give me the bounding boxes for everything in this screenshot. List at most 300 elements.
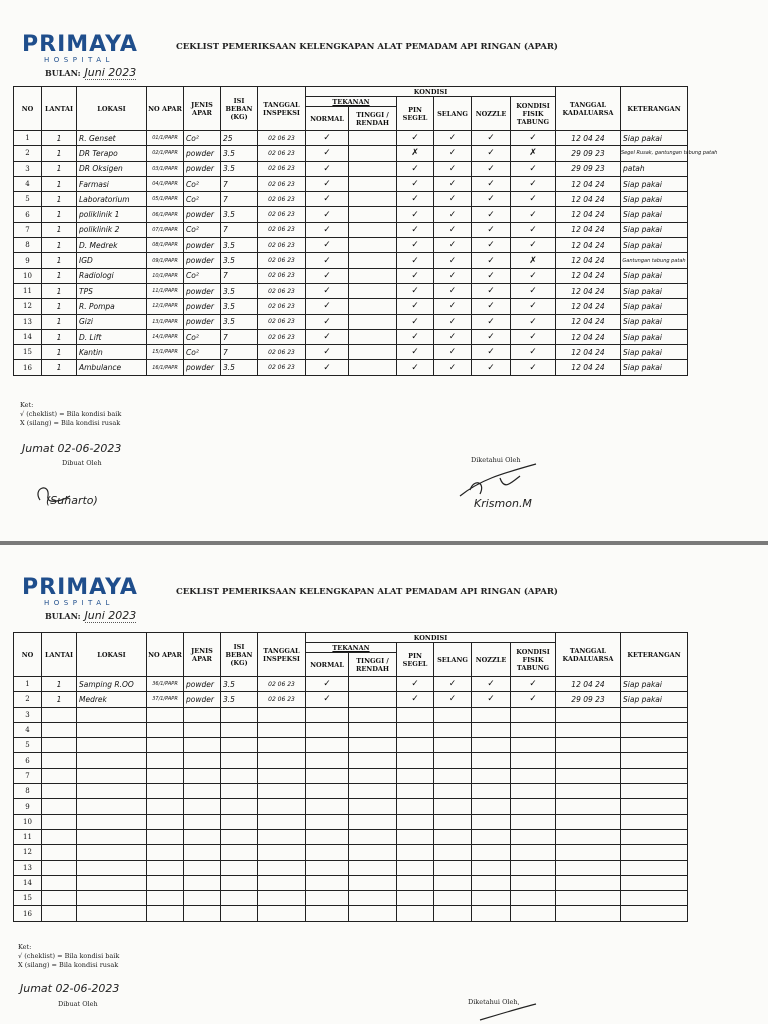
- cell-no-apar: 08/1/PAPR: [147, 238, 184, 253]
- cell-tanggal-kadaluarsa: 12 04 24: [556, 268, 621, 283]
- cell-pin-segel: ✓: [397, 677, 434, 692]
- cell-kondisi-fisik: [511, 814, 556, 829]
- cell-lantai: [42, 906, 77, 921]
- cell-isi-beban: 7: [221, 329, 258, 344]
- cell-tanggal-inspeksi: [258, 891, 306, 906]
- col-keterangan: KETERANGAN: [621, 87, 688, 131]
- cell-isi-beban: [221, 768, 258, 783]
- cell-lantai: [42, 722, 77, 737]
- cell-tinggi-rendah: [349, 738, 397, 753]
- page-title: CEKLIST PEMERIKSAAN KELENGKAPAN ALAT PEMADAM API RINGAN (APAR): [176, 587, 558, 597]
- cell-tinggi-rendah: [349, 207, 397, 222]
- cell-nozzle: ✓: [472, 314, 511, 329]
- col-isi-beban: ISI BEBAN (KG): [221, 633, 258, 677]
- cell-tanggal-kadaluarsa: [556, 753, 621, 768]
- col-no: NO: [14, 633, 42, 677]
- cell-lantai: 1: [42, 268, 77, 283]
- cell-keterangan: Siap pakai: [621, 268, 688, 283]
- cell-lantai: [42, 875, 77, 890]
- cell-selang: ✓: [434, 253, 472, 268]
- cell-keterangan: Siap pakai: [621, 222, 688, 237]
- cell-tinggi-rendah: [349, 161, 397, 176]
- cell-tinggi-rendah: [349, 329, 397, 344]
- cell-pin-segel: ✓: [397, 222, 434, 237]
- cell-jenis-apar: powder: [184, 283, 221, 298]
- cell-selang: ✓: [434, 192, 472, 207]
- apar-table: [13, 86, 718, 376]
- cell-isi-beban: [221, 891, 258, 906]
- dibuat-oleh-label: Dibuat Oleh: [58, 1000, 98, 1008]
- cell-pin-segel: ✓: [397, 283, 434, 298]
- cell-no: 12: [14, 845, 42, 860]
- cell-selang: ✓: [434, 222, 472, 237]
- col-tanggal-inspeksi: TANGGAL INSPEKSI: [258, 633, 306, 677]
- cell-no: 5: [14, 192, 42, 207]
- col-lokasi: LOKASI: [77, 87, 147, 131]
- cell-tanggal-kadaluarsa: [556, 829, 621, 844]
- cell-lantai: 1: [42, 329, 77, 344]
- cell-kondisi-fisik: ✓: [511, 268, 556, 283]
- page-title: CEKLIST PEMERIKSAAN KELENGKAPAN ALAT PEMADAM API RINGAN (APAR): [176, 42, 558, 52]
- cell-nozzle: ✓: [472, 677, 511, 692]
- cell-no-apar: [147, 906, 184, 921]
- cell-isi-beban: [221, 738, 258, 753]
- cell-tanggal-kadaluarsa: [556, 814, 621, 829]
- cell-tinggi-rendah: [349, 283, 397, 298]
- cell-normal: [306, 768, 349, 783]
- apar-table: [13, 632, 688, 922]
- cell-jenis-apar: [184, 829, 221, 844]
- cell-no: 13: [14, 314, 42, 329]
- cell-lantai: [42, 860, 77, 875]
- table-row: [14, 176, 688, 191]
- cell-lokasi: [77, 707, 147, 722]
- cell-pin-segel: [397, 722, 434, 737]
- cell-tanggal-kadaluarsa: 12 04 24: [556, 207, 621, 222]
- cell-nozzle: [472, 875, 511, 890]
- cell-tanggal-inspeksi: [258, 707, 306, 722]
- cell-keterangan: [621, 906, 688, 921]
- maker-signature-stroke: [30, 478, 110, 508]
- cell-normal: ✓: [306, 161, 349, 176]
- col-lokasi: LOKASI: [77, 633, 147, 677]
- cell-keterangan: Siap pakai: [621, 283, 688, 298]
- cell-keterangan: Siap pakai: [621, 176, 688, 191]
- cell-nozzle: [472, 738, 511, 753]
- cell-selang: ✓: [434, 329, 472, 344]
- cell-pin-segel: ✓: [397, 329, 434, 344]
- table-row: [14, 222, 688, 237]
- cell-isi-beban: 7: [221, 176, 258, 191]
- cell-isi-beban: 3.5: [221, 207, 258, 222]
- cell-no-apar: 05/1/PAPR: [147, 192, 184, 207]
- cell-no: 2: [14, 146, 42, 161]
- cell-tinggi-rendah: [349, 814, 397, 829]
- cell-lantai: 1: [42, 176, 77, 191]
- col-keterangan: KETERANGAN: [621, 633, 688, 677]
- table-row: [14, 345, 688, 360]
- cell-keterangan: [621, 707, 688, 722]
- cell-tanggal-inspeksi: 02 06 23: [258, 207, 306, 222]
- col-kondisi-fisik: KONDISI FISIK TABUNG: [511, 643, 556, 677]
- col-tinggi-rendah: TINGGI / RENDAH: [349, 107, 397, 131]
- cell-tinggi-rendah: [349, 799, 397, 814]
- cell-lokasi: DR Oksigen: [77, 161, 147, 176]
- col-no-apar: NO APAR: [147, 633, 184, 677]
- cell-jenis-apar: Co²: [184, 345, 221, 360]
- cell-selang: ✓: [434, 207, 472, 222]
- cell-keterangan: Siap pakai: [621, 345, 688, 360]
- cell-jenis-apar: [184, 707, 221, 722]
- table-row: [14, 768, 688, 783]
- cell-no-apar: 11/1/PAPR: [147, 283, 184, 298]
- cell-pin-segel: ✓: [397, 692, 434, 707]
- cell-kondisi-fisik: [511, 799, 556, 814]
- cell-tanggal-inspeksi: [258, 753, 306, 768]
- cell-normal: ✓: [306, 268, 349, 283]
- maker-signature: (Suharto): [46, 494, 98, 507]
- cell-lantai: [42, 845, 77, 860]
- cell-isi-beban: 7: [221, 345, 258, 360]
- cell-lantai: [42, 768, 77, 783]
- table-row: [14, 238, 688, 253]
- primaya-logo: [22, 34, 138, 64]
- cell-tanggal-inspeksi: [258, 799, 306, 814]
- cell-tanggal-kadaluarsa: [556, 860, 621, 875]
- cell-nozzle: ✓: [472, 176, 511, 191]
- cell-tanggal-inspeksi: [258, 722, 306, 737]
- cell-nozzle: ✓: [472, 329, 511, 344]
- cell-tanggal-inspeksi: [258, 845, 306, 860]
- cell-no-apar: [147, 875, 184, 890]
- cell-no-apar: [147, 738, 184, 753]
- cell-lokasi: Farmasi: [77, 176, 147, 191]
- cell-pin-segel: [397, 753, 434, 768]
- col-kondisi-fisik: KONDISI FISIK TABUNG: [511, 97, 556, 131]
- cell-selang: ✓: [434, 283, 472, 298]
- cell-tanggal-inspeksi: 02 06 23: [258, 283, 306, 298]
- cell-selang: [434, 738, 472, 753]
- cell-keterangan: [621, 891, 688, 906]
- cell-tanggal-kadaluarsa: 12 04 24: [556, 360, 621, 375]
- cell-jenis-apar: [184, 722, 221, 737]
- cell-tanggal-inspeksi: [258, 738, 306, 753]
- cell-kondisi-fisik: [511, 860, 556, 875]
- cell-nozzle: ✓: [472, 131, 511, 146]
- dibuat-oleh-label: Dibuat Oleh: [62, 459, 102, 467]
- cell-keterangan: Segel Rusak, gantungan tabung patah: [621, 146, 688, 161]
- table-row: [14, 360, 688, 375]
- cell-normal: [306, 738, 349, 753]
- cell-keterangan: [621, 845, 688, 860]
- cell-lantai: 1: [42, 192, 77, 207]
- cell-jenis-apar: powder: [184, 238, 221, 253]
- cell-kondisi-fisik: ✓: [511, 207, 556, 222]
- cell-isi-beban: 7: [221, 192, 258, 207]
- cell-kondisi-fisik: ✗: [511, 253, 556, 268]
- table-row: [14, 253, 688, 268]
- cell-no-apar: 04/1/PAPR: [147, 176, 184, 191]
- cell-tanggal-inspeksi: 02 06 23: [258, 299, 306, 314]
- cell-no-apar: [147, 753, 184, 768]
- cell-isi-beban: [221, 875, 258, 890]
- cell-pin-segel: [397, 906, 434, 921]
- cell-nozzle: [472, 707, 511, 722]
- cell-no: 7: [14, 768, 42, 783]
- cell-lantai: 1: [42, 238, 77, 253]
- cell-kondisi-fisik: [511, 738, 556, 753]
- cell-isi-beban: 3.5: [221, 360, 258, 375]
- cell-jenis-apar: powder: [184, 207, 221, 222]
- cell-lantai: 1: [42, 299, 77, 314]
- cell-lantai: 1: [42, 131, 77, 146]
- logo-name: PRIMAYA: [22, 575, 138, 600]
- cell-lantai: [42, 753, 77, 768]
- col-tanggal-kadaluarsa: TANGGAL KADALUARSA: [556, 633, 621, 677]
- col-normal: NORMAL: [306, 107, 349, 131]
- cell-jenis-apar: [184, 845, 221, 860]
- cell-selang: ✓: [434, 176, 472, 191]
- cell-keterangan: Siap pakai: [621, 677, 688, 692]
- cell-normal: [306, 707, 349, 722]
- cell-selang: ✓: [434, 146, 472, 161]
- cell-tinggi-rendah: [349, 253, 397, 268]
- cell-tinggi-rendah: [349, 238, 397, 253]
- col-tekanan: TEKANAN: [306, 97, 397, 107]
- approver-signature: Krismon.M: [474, 497, 532, 510]
- cell-tanggal-kadaluarsa: 12 04 24: [556, 329, 621, 344]
- cell-tanggal-inspeksi: 02 06 23: [258, 268, 306, 283]
- cell-selang: [434, 860, 472, 875]
- cell-normal: ✓: [306, 146, 349, 161]
- cell-tanggal-kadaluarsa: 12 04 24: [556, 238, 621, 253]
- cell-pin-segel: ✓: [397, 238, 434, 253]
- cell-isi-beban: [221, 799, 258, 814]
- logo-name: PRIMAYA: [22, 32, 138, 57]
- cell-normal: ✓: [306, 192, 349, 207]
- cell-tanggal-kadaluarsa: [556, 845, 621, 860]
- cell-pin-segel: ✓: [397, 253, 434, 268]
- cell-lokasi: Gizi: [77, 314, 147, 329]
- cell-tinggi-rendah: [349, 707, 397, 722]
- cell-keterangan: [621, 860, 688, 875]
- cell-lokasi: [77, 722, 147, 737]
- cell-tanggal-inspeksi: [258, 875, 306, 890]
- cell-jenis-apar: Co²: [184, 176, 221, 191]
- cell-no-apar: 07/1/PAPR: [147, 222, 184, 237]
- cell-isi-beban: 3.5: [221, 283, 258, 298]
- cell-selang: [434, 707, 472, 722]
- cell-no-apar: 09/1/PAPR: [147, 253, 184, 268]
- cell-no: 7: [14, 222, 42, 237]
- cell-isi-beban: [221, 845, 258, 860]
- cell-kondisi-fisik: ✓: [511, 131, 556, 146]
- cell-pin-segel: ✓: [397, 161, 434, 176]
- cell-lantai: 1: [42, 345, 77, 360]
- cell-nozzle: [472, 722, 511, 737]
- cell-keterangan: Siap pakai: [621, 314, 688, 329]
- cell-lokasi: [77, 799, 147, 814]
- cell-tinggi-rendah: [349, 753, 397, 768]
- cell-pin-segel: ✓: [397, 299, 434, 314]
- cell-nozzle: ✓: [472, 692, 511, 707]
- cell-kondisi-fisik: [511, 875, 556, 890]
- cell-lantai: 1: [42, 360, 77, 375]
- cell-kondisi-fisik: ✓: [511, 299, 556, 314]
- cell-tinggi-rendah: [349, 829, 397, 844]
- cell-lokasi: [77, 906, 147, 921]
- cell-lokasi: [77, 784, 147, 799]
- cell-tanggal-kadaluarsa: 29 09 23: [556, 146, 621, 161]
- cell-nozzle: ✓: [472, 345, 511, 360]
- col-no-apar: NO APAR: [147, 87, 184, 131]
- col-tinggi-rendah: TINGGI / RENDAH: [349, 653, 397, 677]
- cell-tanggal-kadaluarsa: 12 04 24: [556, 299, 621, 314]
- cell-tanggal-kadaluarsa: [556, 784, 621, 799]
- cell-no-apar: [147, 768, 184, 783]
- col-jenis-apar: JENIS APAR: [184, 633, 221, 677]
- cell-normal: ✓: [306, 238, 349, 253]
- cell-selang: [434, 845, 472, 860]
- cell-normal: ✓: [306, 283, 349, 298]
- cell-no-apar: [147, 784, 184, 799]
- cell-normal: [306, 891, 349, 906]
- cell-tanggal-inspeksi: 02 06 23: [258, 238, 306, 253]
- cell-tanggal-kadaluarsa: [556, 799, 621, 814]
- cell-no: 11: [14, 829, 42, 844]
- cell-normal: [306, 784, 349, 799]
- cell-no-apar: [147, 814, 184, 829]
- cell-tinggi-rendah: [349, 906, 397, 921]
- cell-no: 1: [14, 131, 42, 146]
- cell-no-apar: 12/1/PAPR: [147, 299, 184, 314]
- cell-jenis-apar: powder: [184, 360, 221, 375]
- cell-tanggal-inspeksi: [258, 784, 306, 799]
- cell-normal: ✓: [306, 207, 349, 222]
- cell-no: 15: [14, 345, 42, 360]
- cell-nozzle: [472, 860, 511, 875]
- cell-nozzle: [472, 799, 511, 814]
- cell-pin-segel: ✓: [397, 131, 434, 146]
- place-date: Jumat 02-06-2023: [20, 982, 120, 995]
- cell-tinggi-rendah: [349, 677, 397, 692]
- cell-tanggal-kadaluarsa: 12 04 24: [556, 222, 621, 237]
- cell-tanggal-kadaluarsa: 12 04 24: [556, 192, 621, 207]
- cell-pin-segel: [397, 891, 434, 906]
- cell-keterangan: [621, 829, 688, 844]
- cell-no: 4: [14, 722, 42, 737]
- cell-tinggi-rendah: [349, 860, 397, 875]
- cell-tanggal-kadaluarsa: [556, 768, 621, 783]
- cell-no-apar: [147, 845, 184, 860]
- cell-tanggal-kadaluarsa: [556, 891, 621, 906]
- cell-tanggal-inspeksi: [258, 906, 306, 921]
- cell-selang: ✓: [434, 161, 472, 176]
- cell-tinggi-rendah: [349, 268, 397, 283]
- cell-tanggal-inspeksi: [258, 768, 306, 783]
- cell-jenis-apar: Co²: [184, 268, 221, 283]
- cell-no: 16: [14, 360, 42, 375]
- cell-kondisi-fisik: ✓: [511, 161, 556, 176]
- cell-nozzle: ✓: [472, 207, 511, 222]
- cell-jenis-apar: powder: [184, 314, 221, 329]
- cell-lantai: 1: [42, 146, 77, 161]
- cell-selang: ✓: [434, 360, 472, 375]
- cell-normal: ✓: [306, 314, 349, 329]
- table-row: [14, 677, 688, 692]
- cell-tinggi-rendah: [349, 314, 397, 329]
- cell-kondisi-fisik: [511, 829, 556, 844]
- cell-lokasi: [77, 891, 147, 906]
- col-isi-beban: ISI BEBAN (KG): [221, 87, 258, 131]
- cell-keterangan: [621, 722, 688, 737]
- cell-tanggal-inspeksi: 02 06 23: [258, 677, 306, 692]
- cell-lokasi: Radiologi: [77, 268, 147, 283]
- cell-tinggi-rendah: [349, 845, 397, 860]
- cell-no: 6: [14, 207, 42, 222]
- cell-tanggal-inspeksi: 02 06 23: [258, 692, 306, 707]
- cell-lokasi: Laboratorium: [77, 192, 147, 207]
- cell-tanggal-inspeksi: 02 06 23: [258, 253, 306, 268]
- cell-tanggal-inspeksi: 02 06 23: [258, 314, 306, 329]
- cell-jenis-apar: Co²: [184, 192, 221, 207]
- cell-lokasi: D. Medrek: [77, 238, 147, 253]
- cell-normal: ✓: [306, 329, 349, 344]
- cell-lantai: [42, 707, 77, 722]
- cell-kondisi-fisik: ✓: [511, 314, 556, 329]
- cell-pin-segel: [397, 860, 434, 875]
- cell-normal: [306, 875, 349, 890]
- cell-tinggi-rendah: [349, 176, 397, 191]
- cell-no: 10: [14, 268, 42, 283]
- cell-jenis-apar: [184, 875, 221, 890]
- cell-nozzle: [472, 753, 511, 768]
- table-row: [14, 722, 688, 737]
- table-row: [14, 329, 688, 344]
- cell-lokasi: Ambulance: [77, 360, 147, 375]
- cell-no-apar: 02/1/PAPR: [147, 146, 184, 161]
- cell-tinggi-rendah: [349, 692, 397, 707]
- cell-kondisi-fisik: [511, 891, 556, 906]
- cell-tinggi-rendah: [349, 131, 397, 146]
- cell-jenis-apar: [184, 906, 221, 921]
- cell-keterangan: [621, 753, 688, 768]
- cell-no: 16: [14, 906, 42, 921]
- cell-kondisi-fisik: [511, 707, 556, 722]
- cell-pin-segel: [397, 799, 434, 814]
- cell-pin-segel: [397, 738, 434, 753]
- cell-no-apar: 36/1/PAPR: [147, 677, 184, 692]
- cell-keterangan: Siap pakai: [621, 238, 688, 253]
- cell-normal: ✓: [306, 360, 349, 375]
- cell-lokasi: IGD: [77, 253, 147, 268]
- cell-pin-segel: ✓: [397, 314, 434, 329]
- cell-keterangan: Siap pakai: [621, 299, 688, 314]
- cell-lokasi: Samping R.OO: [77, 677, 147, 692]
- cell-tanggal-kadaluarsa: 12 04 24: [556, 345, 621, 360]
- table-row: [14, 283, 688, 298]
- cell-no-apar: 03/1/PAPR: [147, 161, 184, 176]
- cell-no-apar: [147, 799, 184, 814]
- legend: [20, 401, 121, 428]
- cell-lantai: [42, 829, 77, 844]
- table-row: [14, 799, 688, 814]
- cell-isi-beban: 7: [221, 268, 258, 283]
- cell-tanggal-kadaluarsa: [556, 707, 621, 722]
- table-row: [14, 192, 688, 207]
- cell-selang: [434, 906, 472, 921]
- table-row: [14, 299, 688, 314]
